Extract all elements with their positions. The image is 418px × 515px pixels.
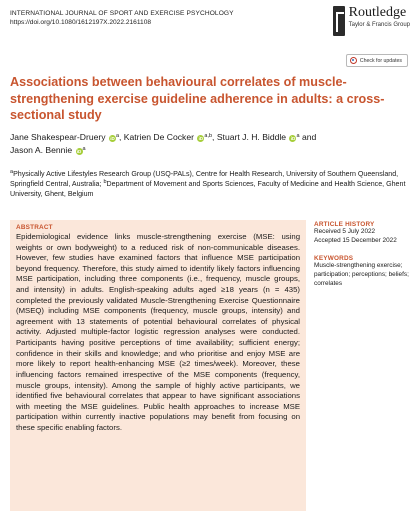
received-date: Received 5 July 2022 bbox=[314, 228, 376, 235]
author-name: Jane Shakespear-Druery bbox=[10, 132, 106, 142]
orcid-icon[interactable]: iD bbox=[198, 136, 204, 141]
author-name: Jason A. Bennie bbox=[10, 145, 73, 156]
author-affiliation-marker: a,b bbox=[204, 133, 213, 139]
author-affiliation-marker: a bbox=[296, 133, 300, 139]
publisher-logo bbox=[333, 6, 410, 36]
journal-name: INTERNATIONAL JOURNAL OF SPORT AND EXERCISE PSYCHOLOGY bbox=[10, 10, 234, 17]
affiliation-marker: a bbox=[10, 169, 14, 175]
routledge-logo-icon bbox=[333, 6, 345, 36]
keywords-heading: KEYWORDS bbox=[314, 254, 354, 262]
author-name: Stuart J. H. Biddle bbox=[216, 132, 287, 142]
orcid-icon[interactable]: iD bbox=[76, 149, 82, 155]
abstract-heading: ABSTRACT bbox=[16, 224, 53, 231]
author-affiliation-marker: a bbox=[82, 146, 86, 153]
affiliation-text: Physically Active Lifestyles Research Group (USQ-PALs), Centre for Health Research, University of Southern Queensland, Springfield Central, Australia; bbox=[10, 170, 399, 189]
author-list bbox=[10, 131, 410, 158]
keywords-list: Muscle-strengthening exercise; participation; perceptions; beliefs; correlates bbox=[314, 261, 409, 287]
author-conjunction: and bbox=[301, 132, 317, 142]
author-affiliation-marker: a bbox=[115, 133, 119, 139]
orcid-icon[interactable]: iD bbox=[290, 136, 296, 141]
publisher-name: Routledge bbox=[348, 5, 407, 20]
journal-header bbox=[10, 10, 300, 26]
check-updates-icon bbox=[350, 57, 357, 64]
orcid-icon[interactable]: iD bbox=[110, 136, 115, 141]
doi-link[interactable]: https://doi.org/10.1080/1612197X.2022.2161108 bbox=[10, 19, 152, 26]
article-sidebar bbox=[314, 221, 414, 289]
article-title: Associations between behavioural correlates of muscle-strengthening exercise guideline adherence in adults: a cross-sectional study bbox=[10, 75, 385, 123]
abstract-box bbox=[10, 220, 306, 511]
accepted-date: Accepted 15 December 2022 bbox=[314, 236, 397, 244]
author-separator: , bbox=[212, 132, 215, 142]
history-heading: ARTICLE HISTORY bbox=[314, 221, 375, 228]
affiliations bbox=[10, 169, 412, 199]
author-separator: , bbox=[119, 132, 122, 142]
abstract-text: Epidemiological evidence links muscle-strengthening exercise (MSE: using weights or own bodyweight) to a reduced risk of non-communicable diseases. However, few studies have examined factors that influence MSE participation beyond frequency. Therefore, this study aimed to identify likely factors influencing MSE participation, including three components (i.e., frequency, muscle groups, and intensity) in adults. English-speaking adults aged ≥18 years (n = 435) completed the previously validated Muscle-Strengthening Exercise Questionnaire (MSEQ) including MSE components (frequency, muscle groups, intensity) and agreement with 13 statements of potential behavioural correlates of physical activity. Adjusted multiple-factor logistic regression analyses were conducted. Participants having positive perceptions of time availability; sufficient energy; confidence in their skills and knowledge; and who prioritise and enjoy MSE are more likely to report health-enhancing MSE (≥2 times/week). Moreover, these influencing factors remained irrespective of the MSE components (frequency, muscle groups, intensity). Among the sample of highly active participants, we identified five behavioural correlates that appear to have significant associations with meeting the MSE guidelines. Public health approaches to increase MSE participation within currently inactive populations may benefit from focusing on these specific enabling factors. bbox=[16, 232, 300, 432]
affiliation-text: Department of Movement and Sports Sciences, Faculty of Medicine and Health Science, Ghent University, Ghent, Belgium bbox=[10, 180, 406, 199]
affiliation-marker: b bbox=[103, 179, 107, 186]
check-updates-label: Check for updates bbox=[359, 57, 402, 64]
check-updates-button[interactable] bbox=[346, 54, 408, 67]
author-name: Katrien De Cocker bbox=[123, 132, 194, 142]
publisher-tagline: Taylor & Francis Group bbox=[348, 21, 410, 28]
